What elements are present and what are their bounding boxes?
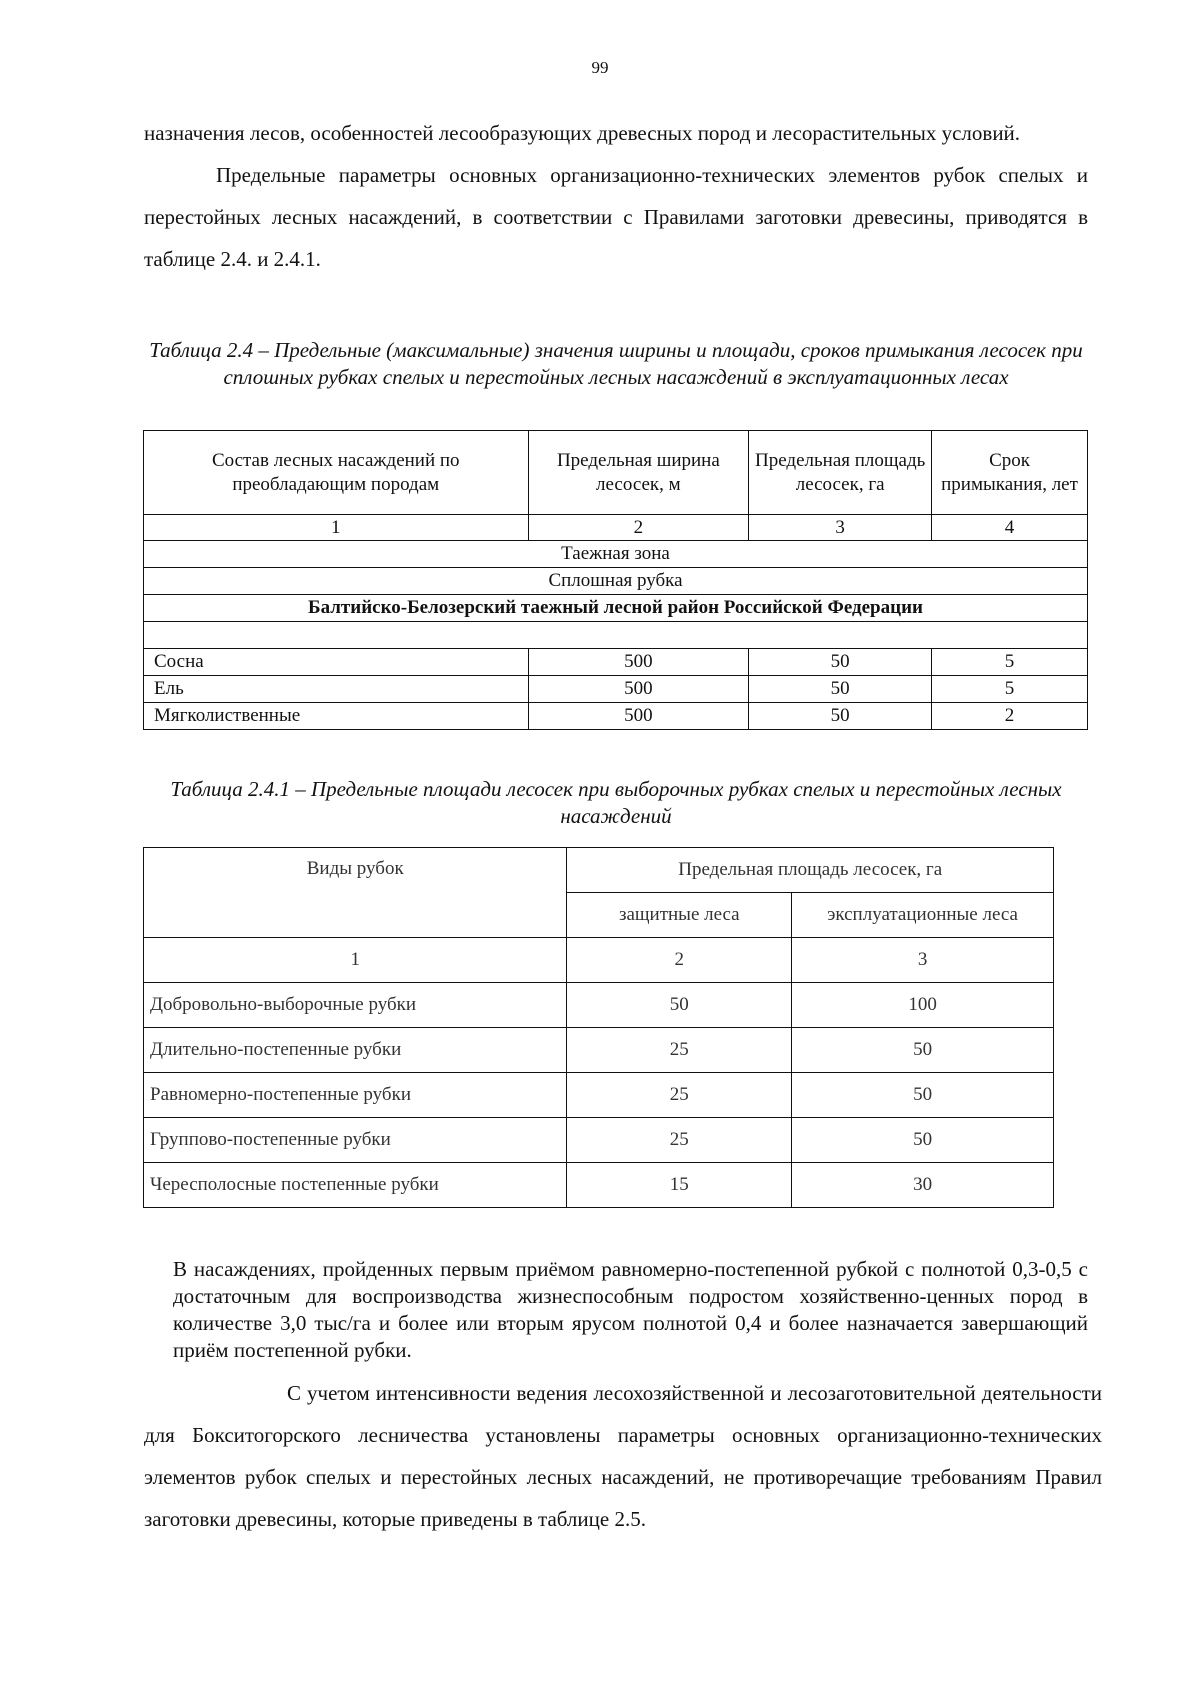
t1-zone: Таежная зона xyxy=(144,541,1088,568)
t2-protective: 25 xyxy=(567,1028,792,1073)
t2-type: Чересполосные постепенные рубки xyxy=(144,1163,567,1208)
t2-type: Добровольно-выборочные рубки xyxy=(144,983,567,1028)
t2-colnum: 1 xyxy=(144,938,567,983)
intro-paragraph xyxy=(144,112,1088,280)
t1-colnum: 1 xyxy=(144,515,529,541)
t2-exploitation: 100 xyxy=(792,983,1054,1028)
final-cut-paragraph: В насаждениях, пройденных первым приёмом равномерно-постепенной рубкой с полнотой 0,3-0,5 с достаточным для воспроизводства жизнеспособным подростом хозяйственно-ценных пород в количестве 3,0 тыс/га и более или вторым ярусом полнотой 0,4 и более назначается завершающий приём постепенной рубки. xyxy=(173,1257,1088,1362)
t1-header-composition: Состав лесных насаждений по преобладающим породам xyxy=(144,431,529,515)
t2-header-exploitation: эксплуатационные леса xyxy=(792,893,1054,938)
table2-caption: Таблица 2.4.1 – Предельные площади лесосек при выборочных рубках спелых и перестойных лесных насаждений xyxy=(170,777,1062,828)
t1-species: Мягколиственные xyxy=(144,703,529,730)
t1-region: Балтийско-Белозерский таежный лесной район Российской Федерации xyxy=(144,595,1088,622)
t1-header-area: Предельная площадь лесосек, га xyxy=(749,431,932,515)
t2-protective: 25 xyxy=(567,1073,792,1118)
t1-colnum: 3 xyxy=(749,515,932,541)
table-2-4 xyxy=(143,430,1088,730)
t1-term: 2 xyxy=(932,703,1088,730)
t2-exploitation: 50 xyxy=(792,1118,1054,1163)
t2-type: Группово-постепенные рубки xyxy=(144,1118,567,1163)
t1-area: 50 xyxy=(749,676,932,703)
t2-exploitation: 50 xyxy=(792,1028,1054,1073)
t2-protective: 50 xyxy=(567,983,792,1028)
t2-header-types: Виды рубок xyxy=(144,848,567,938)
t1-header-width: Предельная ширина лесосек, м xyxy=(528,431,749,515)
t2-exploitation: 30 xyxy=(792,1163,1054,1208)
t1-term: 5 xyxy=(932,676,1088,703)
t2-header-protective: защитные леса xyxy=(567,893,792,938)
t1-species: Ель xyxy=(144,676,529,703)
t2-protective: 25 xyxy=(567,1118,792,1163)
table1-caption: Таблица 2.4 – Предельные (максимальные) значения ширины и площади, сроков примыкания лесосек при сплошных рубках спелых и перестойных лесных насаждений в эксплуатационных лесах xyxy=(149,338,1083,389)
t1-width: 500 xyxy=(528,676,749,703)
t1-empty-row xyxy=(144,622,1088,649)
t2-colnum: 2 xyxy=(567,938,792,983)
t1-colnum: 2 xyxy=(528,515,749,541)
t2-header-area: Предельная площадь лесосек, га xyxy=(567,848,1054,893)
boksitogorsk-paragraph xyxy=(144,1372,1102,1540)
t2-type: Равномерно-постепенные рубки xyxy=(144,1073,567,1118)
t1-cut-type: Сплошная рубка xyxy=(144,568,1088,595)
t2-type: Длительно-постепенные рубки xyxy=(144,1028,567,1073)
t1-header-term: Срок примыкания, лет xyxy=(932,431,1088,515)
t1-term: 5 xyxy=(932,649,1088,676)
t1-colnum: 4 xyxy=(932,515,1088,541)
intro-line: назначения лесов, особенностей лесообразующих древесных пород и лесорастительных условий. xyxy=(144,121,1021,145)
t2-protective: 15 xyxy=(567,1163,792,1208)
t2-colnum: 3 xyxy=(792,938,1054,983)
t2-exploitation: 50 xyxy=(792,1073,1054,1118)
boksitogorsk-text: С учетом интенсивности ведения лесохозяйственной и лесозаготовительной деятельности для Бокситогорского лесничества установлены параметры основных организационно-технических элементов рубок спелых и перестойных лесных насаждений, не противоречащие требованиям Правил заготовки древесины, которые приведены в таблице 2.5. xyxy=(144,1381,1102,1531)
intro-parameters-text: Предельные параметры основных организационно-технических элементов рубок спелых и перестойных лесных насаждений, в соответствии с Правилами заготовки древесины, приводятся в таблице 2.4. и 2.4.1. xyxy=(144,163,1088,271)
page-number: 99 xyxy=(591,58,609,77)
t1-width: 500 xyxy=(528,649,749,676)
table-2-4-1 xyxy=(143,847,1054,1208)
t1-area: 50 xyxy=(749,649,932,676)
t1-species: Сосна xyxy=(144,649,529,676)
t1-area: 50 xyxy=(749,703,932,730)
t1-width: 500 xyxy=(528,703,749,730)
